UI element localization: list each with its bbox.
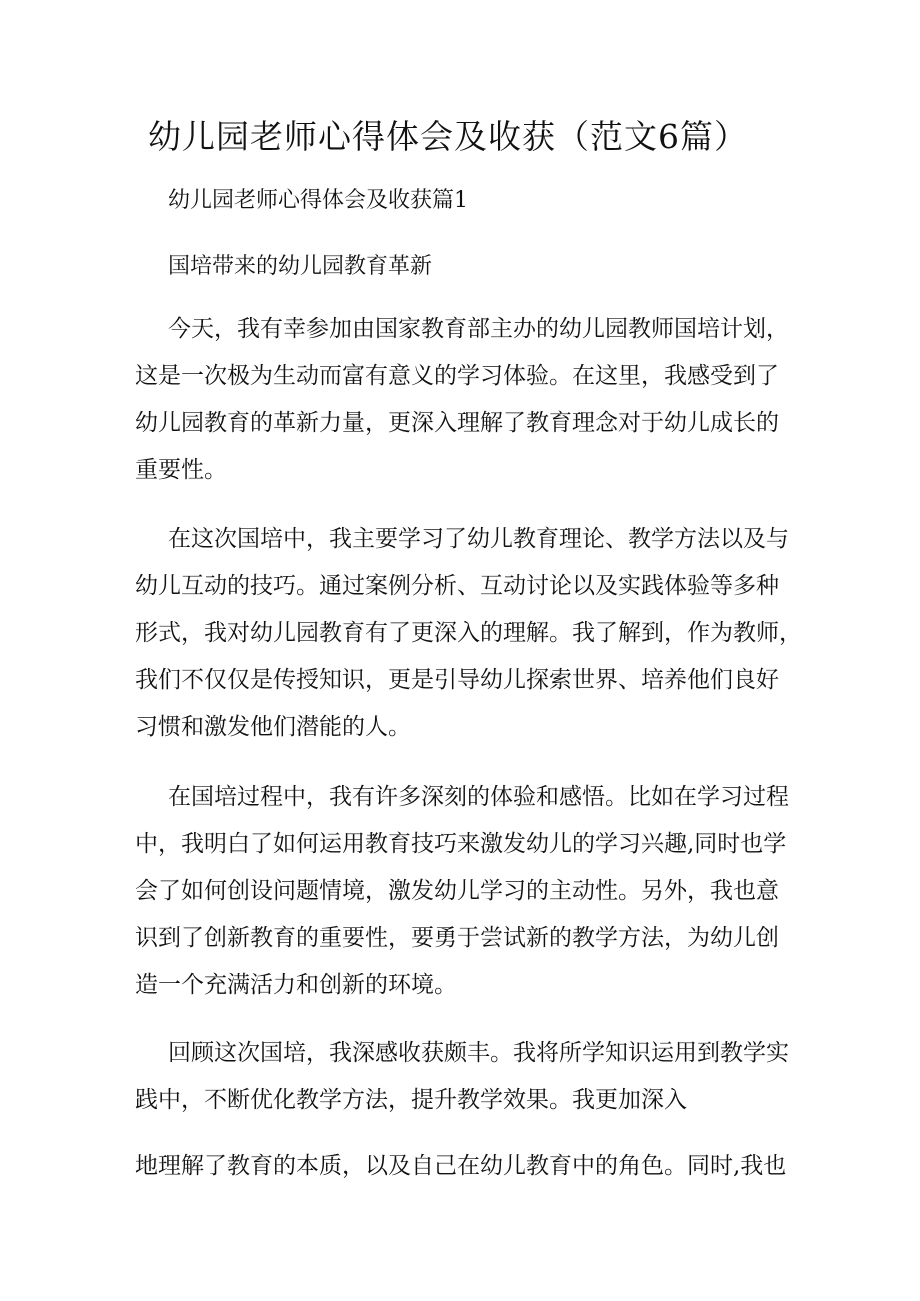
paragraph-line: 中，我明白了如何运用教育技巧来激发幼儿的学习兴趣,同时也学 bbox=[135, 831, 787, 857]
paragraph-line: 在国培过程中，我有许多深刻的体验和感悟。比如在学习过程 bbox=[168, 784, 789, 810]
article-heading: 国培带来的幼儿园教育革新 bbox=[168, 254, 433, 279]
paragraph-line: 这是一次极为生动而富有意义的学习体验。在这里，我感受到了 bbox=[135, 363, 779, 389]
paragraph-3 bbox=[135, 774, 815, 1009]
paragraph-line: 会了如何创设问题情境，激发幼儿学习的主动性。另外，我也意 bbox=[135, 878, 779, 904]
section-title: 幼儿园老师心得体会及收获篇1 bbox=[168, 188, 468, 213]
paragraph-line: 今天，我有幸参加由国家教育部主办的幼儿园教师国培计划， bbox=[168, 316, 789, 342]
paragraph-line: 幼儿互动的技巧。通过案例分析、互动讨论以及实践体验等多种 bbox=[135, 573, 779, 599]
paragraph-2 bbox=[135, 516, 815, 751]
paragraph-line: 幼儿园教育的革新力量，更深入理解了教育理念对于幼儿成长的 bbox=[135, 410, 779, 436]
paragraph-line: 在这次国培中，我主要学习了幼儿教育理论、教学方法以及与 bbox=[168, 526, 789, 552]
paragraph-line: 造一个充满活力和创新的环境。 bbox=[135, 972, 457, 998]
paragraph-line: 践中，不断优化教学方法，提升教学效果。我更加深入 bbox=[135, 1087, 687, 1113]
paragraph-line: 地理解了教育的本质，以及自己在幼儿教育中的角色。同时,我也 bbox=[135, 1153, 787, 1179]
paragraph-5 bbox=[135, 1143, 815, 1190]
document-title: 幼儿园老师心得体会及收获（范文6篇） bbox=[148, 117, 748, 156]
paragraph-line: 重要性。 bbox=[135, 457, 227, 483]
paragraph-line: 我们不仅仅是传授知识，更是引导幼儿探索世界、培养他们良好 bbox=[135, 667, 779, 693]
paragraph-1 bbox=[135, 306, 815, 494]
paragraph-line: 回顾这次国培，我深感收获颇丰。我将所学知识运用到教学实 bbox=[168, 1040, 789, 1066]
paragraph-line: 习惯和激发他们潜能的人。 bbox=[135, 714, 411, 740]
paragraph-line: 形式，我对幼儿园教育有了更深入的理解。我了解到，作为教师， bbox=[135, 620, 802, 646]
paragraph-4 bbox=[135, 1030, 815, 1124]
paragraph-line: 识到了创新教育的重要性，要勇于尝试新的教学方法，为幼儿创 bbox=[135, 925, 779, 951]
